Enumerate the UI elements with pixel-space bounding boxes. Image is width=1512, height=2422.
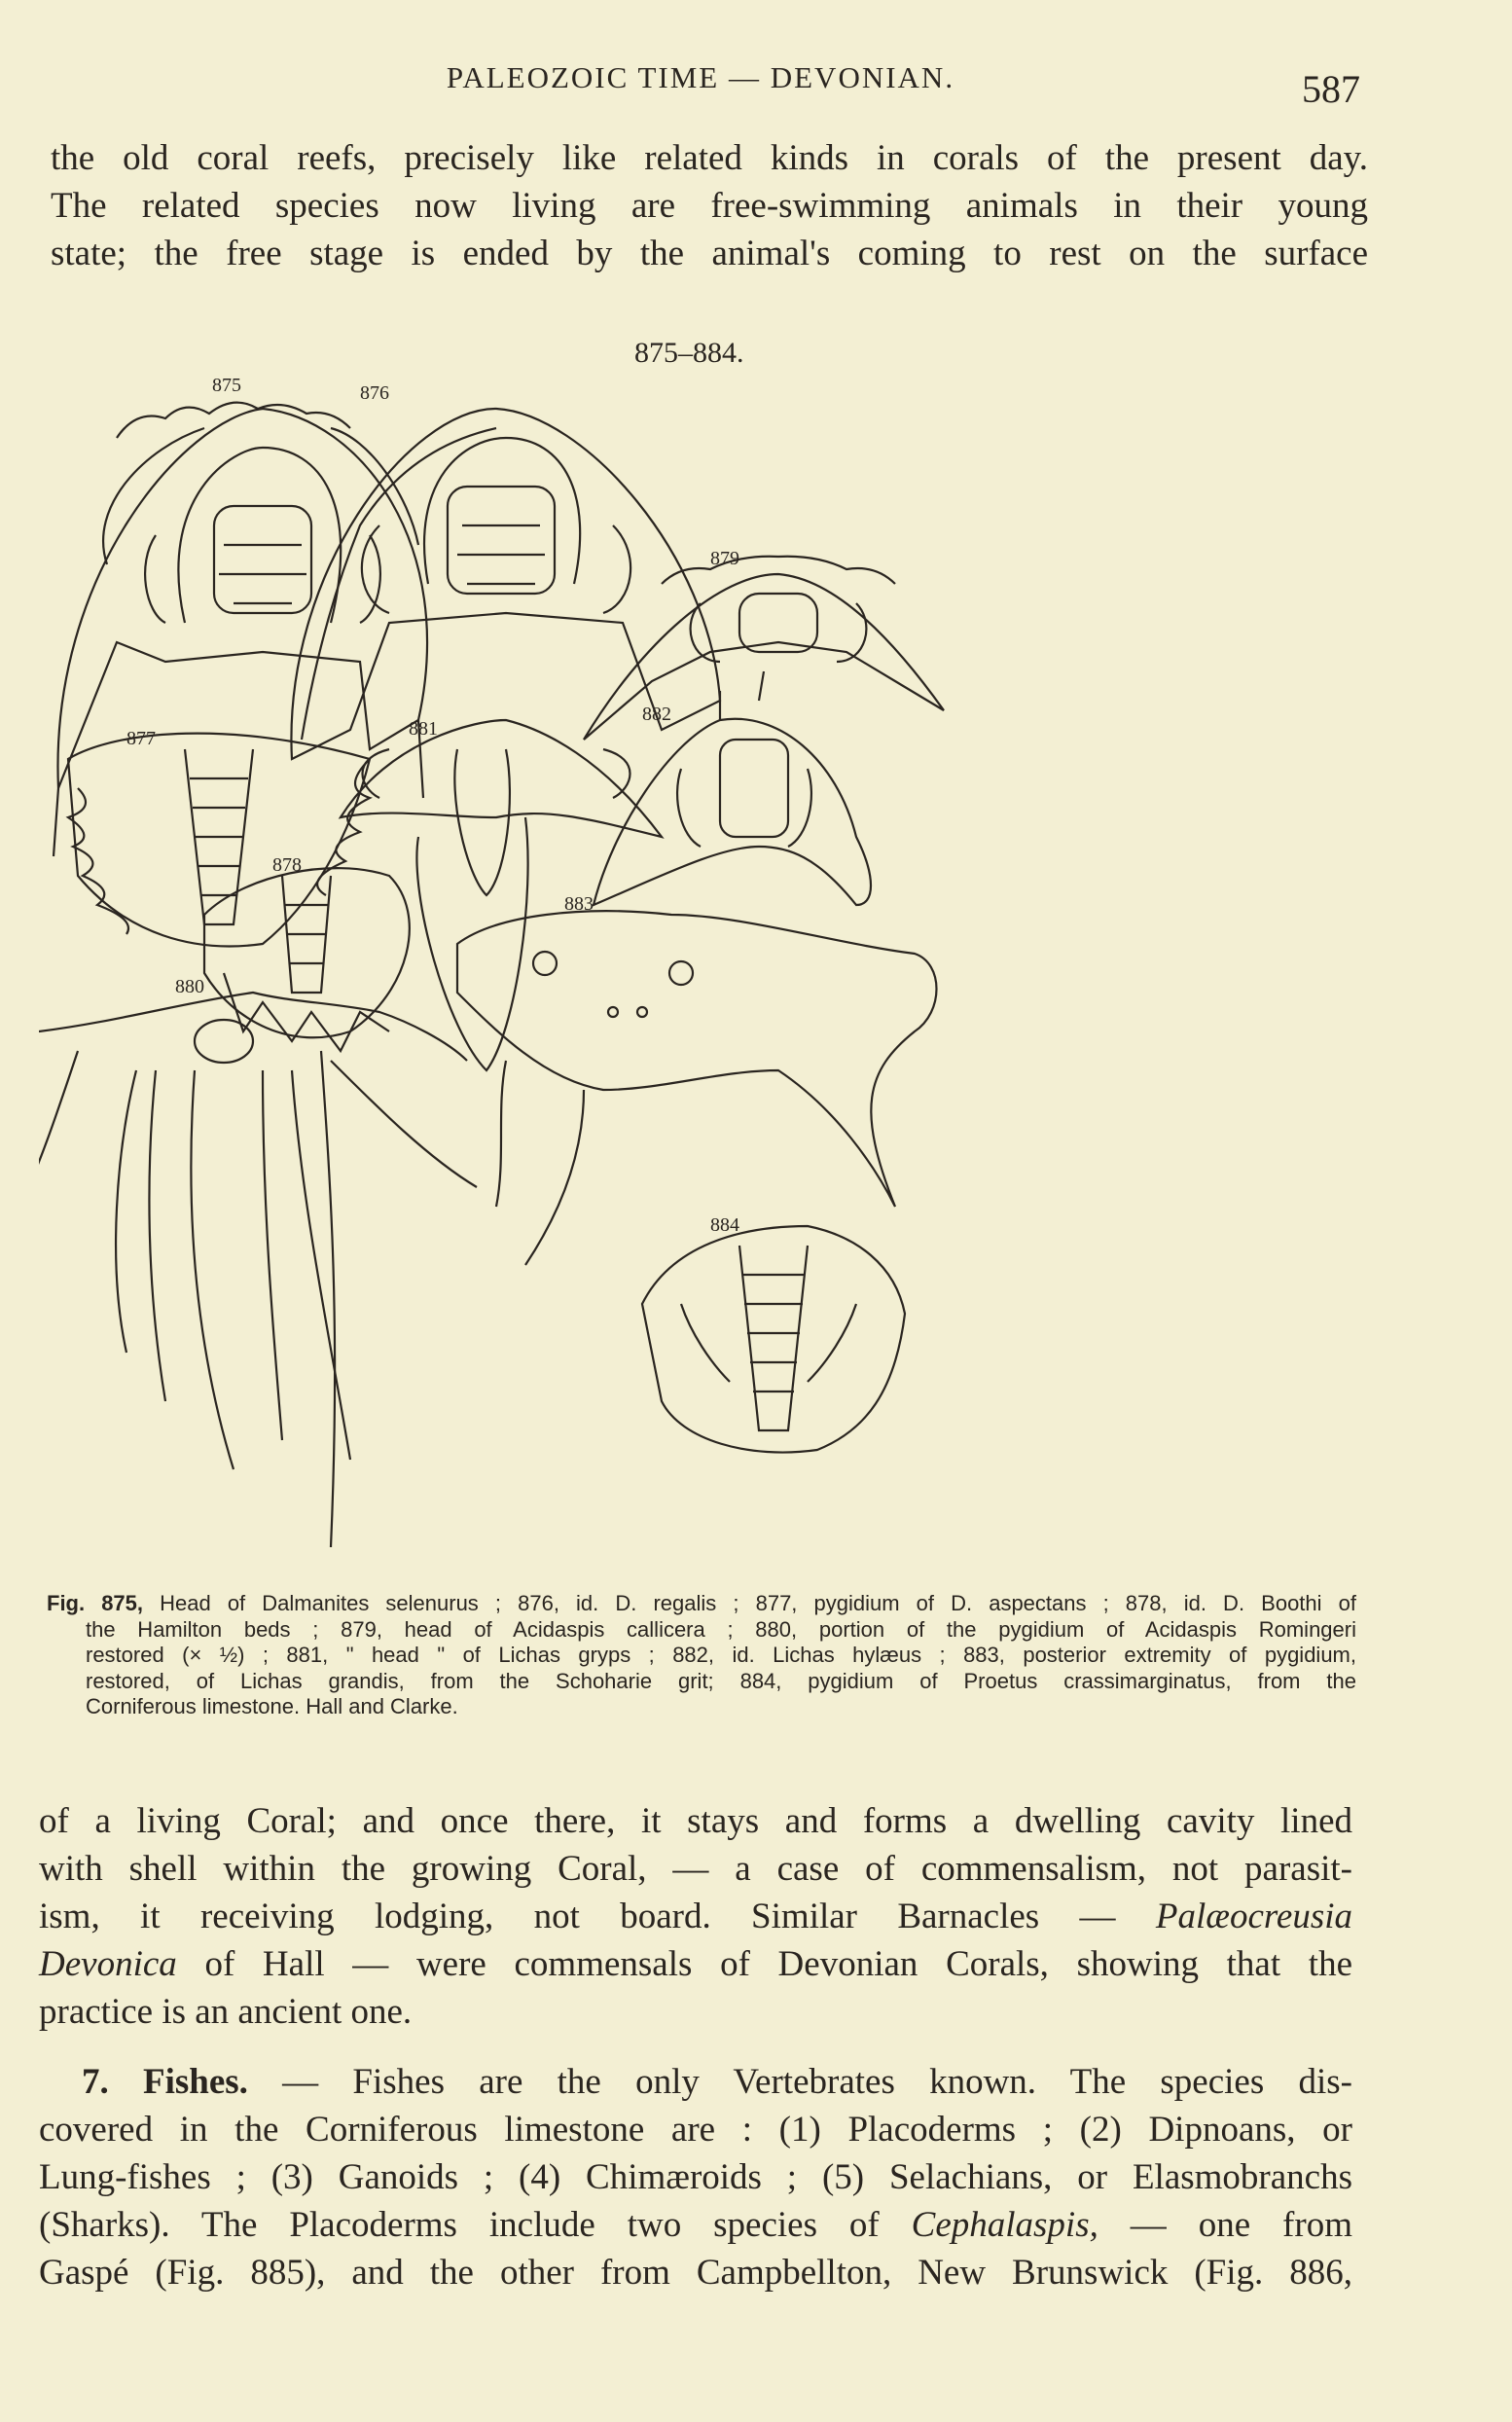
figure-label: 878 xyxy=(272,854,302,876)
running-head: PALEOZOIC TIME — DEVONIAN. xyxy=(446,60,955,94)
genus-name: Cephalaspis, xyxy=(911,2205,1098,2245)
acidaspis-head-879 xyxy=(584,548,944,740)
trilobite-head-876 xyxy=(291,382,720,759)
caption-line xyxy=(47,1591,1356,1617)
figure-label: 884 xyxy=(710,1214,739,1236)
pygidium-877 xyxy=(68,728,370,946)
text-line: The related species now living are free-swimming animals in their young xyxy=(51,186,1368,226)
trilobite-head-875 xyxy=(54,375,427,856)
figure-label: 879 xyxy=(710,548,739,569)
lichas-head-882 xyxy=(594,671,871,905)
intro-paragraph xyxy=(51,134,1368,277)
text-line: the old coral reefs, precisely like related kinds in corals of the present day. xyxy=(51,138,1368,178)
caption-line: restored, of Lichas grandis, from the Schoharie grit; 884, pygidium of Proetus crassimarginatus, from the xyxy=(86,1668,1356,1693)
figure-label: 881 xyxy=(409,718,438,740)
text-line: of a living Coral; and once there, it stays and forms a dwelling cavity lined xyxy=(39,1801,1352,1841)
text-line: Gaspé (Fig. 885), and the other from Campbellton, New Brunswick (Fig. 886, xyxy=(39,2253,1352,2293)
proetus-pygidium-884 xyxy=(642,1214,905,1453)
figure-label: 877 xyxy=(126,728,156,749)
species-name: Palæocreusia xyxy=(1155,1897,1352,1936)
text-span: of Hall — were commensals of Devonian Corals, showing that the xyxy=(176,1944,1352,1984)
paragraph-commensalism xyxy=(39,1797,1352,2036)
text-line xyxy=(39,2058,1352,2106)
text-line: with shell within the growing Coral, — a case of commensalism, not parasit- xyxy=(39,1849,1352,1889)
text-line xyxy=(39,2201,1352,2249)
page-header xyxy=(0,60,1512,128)
text-line: practice is an ancient one. xyxy=(39,1992,413,2032)
fossil-plate xyxy=(39,331,1382,1576)
caption-line: Corniferous limestone. Hall and Clarke. xyxy=(86,1694,458,1718)
text-line: covered in the Corniferous limestone are : (1) Placoderms ; (2) Dipnoans, or xyxy=(39,2110,1352,2150)
text-line: state; the free stage is ended by the animal's coming to rest on the surface xyxy=(51,234,1368,273)
section-heading: 7. Fishes. xyxy=(82,2062,248,2102)
caption-text: Head of Dalmanites selenurus ; 876, id. D. regalis ; 877, pygidium of D. aspectans ; 878, id. D. Boothi of xyxy=(143,1591,1356,1615)
caption-line: restored (× ½) ; 881, " head " of Lichas gryps ; 882, id. Lichas hylæus ; 883, posterior extremity of pygidium, xyxy=(86,1643,1356,1667)
figure-title: 875–884. xyxy=(634,337,744,369)
caption-fig-ref: Fig. 875, xyxy=(47,1591,144,1615)
text-span: (Sharks). The Placoderms include two species of xyxy=(39,2205,912,2245)
figure-label: 876 xyxy=(360,382,389,404)
lichas-pygidium-883 xyxy=(457,893,937,1265)
text-line xyxy=(39,1893,1352,1940)
figure-label: 883 xyxy=(564,893,594,915)
text-span: — Fishes are the only Vertebrates known. The species dis- xyxy=(247,2062,1352,2102)
page-number: 587 xyxy=(1302,67,1360,111)
text-line xyxy=(39,1940,1352,1988)
text-span: ism, it receiving lodging, not board. Similar Barnacles — xyxy=(39,1897,1156,1936)
figure-caption xyxy=(47,1591,1356,1720)
species-name: Devonica xyxy=(39,1944,177,1984)
figure-label: 882 xyxy=(642,704,671,725)
figure-label: 875 xyxy=(212,375,241,396)
figure-label: 880 xyxy=(175,976,204,997)
text-line: Lung-fishes ; (3) Ganoids ; (4) Chimæroids ; (5) Selachians, or Elasmobranchs xyxy=(39,2157,1352,2197)
text-span: — one from xyxy=(1098,2205,1352,2245)
caption-line: the Hamilton beds ; 879, head of Acidaspis callicera ; 880, portion of the pygidium of Acidaspis Romingeri xyxy=(86,1616,1356,1642)
acidaspis-pygidium-880 xyxy=(39,976,477,1547)
paragraph-fishes xyxy=(39,2058,1352,2296)
